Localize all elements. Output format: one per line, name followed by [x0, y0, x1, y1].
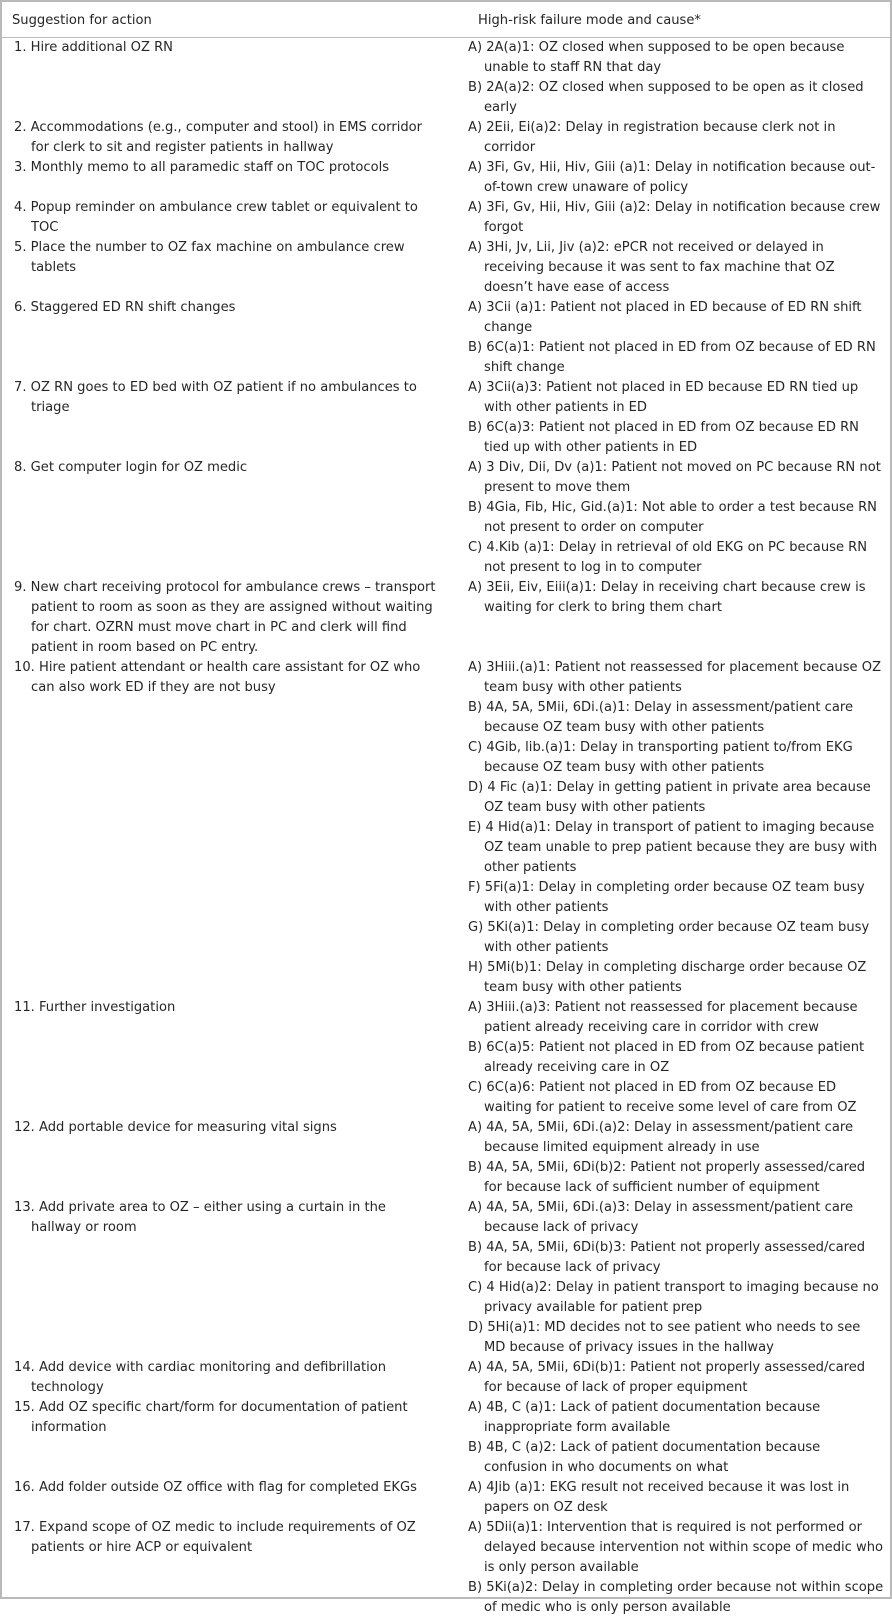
table-row: [2, 658, 890, 998]
failure-mode-item: C) 4.Kib (a)1: Delay in retrieval of old EKG on PC because RN not present to log in to computer: [468, 538, 884, 578]
failure-mode-item: B) 6C(a)1: Patient not placed in ED from OZ because of ED RN shift change: [468, 338, 884, 378]
suggestion-text: 13. Add private area to OZ – either using a curtain in the hallway or room: [14, 1198, 440, 1238]
failure-mode-cell: [468, 158, 890, 198]
failure-mode-item: C) 6C(a)6: Patient not placed in ED from OZ because ED waiting for patient to receive some level of care from OZ: [468, 1078, 884, 1118]
failure-mode-item: A) 2Eii, Ei(a)2: Delay in registration because clerk not in corridor: [468, 118, 884, 158]
failure-mode-item: A) 4A, 5A, 5Mii, 6Di(b)1: Patient not properly assessed/cared for because of lack of proper equipment: [468, 1358, 884, 1398]
failure-mode-item: B) 6C(a)3: Patient not placed in ED from OZ because ED RN tied up with other patients in ED: [468, 418, 884, 458]
failure-mode-item: C) 4 Hid(a)2: Delay in patient transport to imaging because no privacy available for patient prep: [468, 1278, 884, 1318]
failure-mode-cell: [468, 1358, 890, 1398]
failure-mode-item: E) 4 Hid(a)1: Delay in transport of patient to imaging because OZ team unable to prep patient because they are busy with other patients: [468, 818, 884, 878]
failure-mode-item: D) 5Hi(a)1: MD decides not to see patient who needs to see MD because of privacy issues in the hallway: [468, 1318, 884, 1358]
table-row: [2, 1398, 890, 1478]
suggestion-text: 6. Staggered ED RN shift changes: [14, 298, 440, 318]
table-row: [2, 1198, 890, 1358]
suggestion-text: 9. New chart receiving protocol for ambulance crews – transport patient to room as soon as they are assigned without waiting for chart. OZRN must move chart in PC and clerk will find patient in room based on PC entry.: [14, 578, 440, 658]
suggestion-cell: [2, 298, 468, 378]
failure-mode-item: A) 3Hi, Jv, Lii, Jiv (a)2: ePCR not received or delayed in receiving because it was sent to fax machine that OZ doesn’t have ease of access: [468, 238, 884, 298]
suggestion-cell: [2, 998, 468, 1118]
suggestion-cell: [2, 1398, 468, 1478]
table-row: [2, 198, 890, 238]
table-row: [2, 1478, 890, 1518]
suggestion-cell: [2, 1358, 468, 1398]
table-row: [2, 238, 890, 298]
table-row: [2, 1518, 890, 1618]
suggestion-text: 3. Monthly memo to all paramedic staff on TOC protocols: [14, 158, 440, 178]
suggestion-text: 7. OZ RN goes to ED bed with OZ patient if no ambulances to triage: [14, 378, 440, 418]
suggestion-text: 17. Expand scope of OZ medic to include requirements of OZ patients or hire ACP or equivalent: [14, 1518, 440, 1558]
failure-mode-item: B) 4B, C (a)2: Lack of patient documentation because confusion in who documents on what: [468, 1438, 884, 1478]
failure-mode-item: A) 2A(a)1: OZ closed when supposed to be open because unable to staff RN that day: [468, 38, 884, 78]
failure-mode-cell: [468, 1118, 890, 1198]
table-row: [2, 998, 890, 1118]
failure-mode-cell: [468, 378, 890, 458]
failure-mode-cell: [468, 658, 890, 998]
failure-mode-item: A) 3 Div, Dii, Dv (a)1: Patient not moved on PC because RN not present to move them: [468, 458, 884, 498]
failure-mode-cell: [468, 578, 890, 658]
failure-mode-item: B) 2A(a)2: OZ closed when supposed to be open as it closed early: [468, 78, 884, 118]
suggestion-text: 16. Add folder outside OZ office with flag for completed EKGs: [14, 1478, 440, 1498]
suggestion-cell: [2, 158, 468, 198]
table-row: [2, 458, 890, 578]
failure-mode-cell: [468, 238, 890, 298]
failure-mode-item: B) 4A, 5A, 5Mii, 6Di.(a)1: Delay in assessment/patient care because OZ team busy with other patients: [468, 698, 884, 738]
table-row: [2, 578, 890, 658]
suggestion-text: 5. Place the number to OZ fax machine on ambulance crew tablets: [14, 238, 440, 278]
suggestion-cell: [2, 578, 468, 658]
suggestion-cell: [2, 1118, 468, 1198]
failure-mode-item: B) 4A, 5A, 5Mii, 6Di(b)2: Patient not properly assessed/cared for because lack of sufficient number of equipment: [468, 1158, 884, 1198]
failure-mode-item: A) 3Fi, Gv, Hii, Hiv, Giii (a)1: Delay in notification because out-of-town crew unaware of policy: [468, 158, 884, 198]
suggestion-cell: [2, 38, 468, 119]
table-body: [2, 38, 890, 1618]
table-row: [2, 298, 890, 378]
failure-mode-cell: [468, 198, 890, 238]
failure-mode-item: B) 4Gia, Fib, Hic, Gid.(a)1: Not able to order a test because RN not present to order on computer: [468, 498, 884, 538]
failure-mode-item: A) 4A, 5A, 5Mii, 6Di.(a)3: Delay in assessment/patient care because lack of privacy: [468, 1198, 884, 1238]
failure-mode-item: B) 6C(a)5: Patient not placed in ED from OZ because patient already receiving care in OZ: [468, 1038, 884, 1078]
suggestion-text: 10. Hire patient attendant or health care assistant for OZ who can also work ED if they are not busy: [14, 658, 440, 698]
suggestion-cell: [2, 1478, 468, 1518]
failure-mode-cell: [468, 998, 890, 1118]
failure-mode-item: D) 4 Fic (a)1: Delay in getting patient in private area because OZ team busy with other patients: [468, 778, 884, 818]
header-failure-mode: High-risk failure mode and cause*: [468, 6, 890, 38]
suggestion-text: 1. Hire additional OZ RN: [14, 38, 440, 58]
suggestion-text: 12. Add portable device for measuring vital signs: [14, 1118, 440, 1138]
suggestion-cell: [2, 378, 468, 458]
failure-mode-cell: [468, 1198, 890, 1358]
suggestion-cell: [2, 118, 468, 158]
table-row: [2, 378, 890, 458]
table-row: [2, 158, 890, 198]
table-row: [2, 118, 890, 158]
suggestion-cell: [2, 658, 468, 998]
suggestion-text: 4. Popup reminder on ambulance crew tablet or equivalent to TOC: [14, 198, 440, 238]
suggestion-text: 11. Further investigation: [14, 998, 440, 1018]
failure-mode-item: A) 3Cii (a)1: Patient not placed in ED because of ED RN shift change: [468, 298, 884, 338]
suggestion-text: 14. Add device with cardiac monitoring and defibrillation technology: [14, 1358, 440, 1398]
failure-mode-item: A) 3Cii(a)3: Patient not placed in ED because ED RN tied up with other patients in ED: [468, 378, 884, 418]
failure-mode-cell: [468, 1478, 890, 1518]
failure-mode-item: A) 3Hiii.(a)1: Patient not reassessed for placement because OZ team busy with other patients: [468, 658, 884, 698]
failure-mode-item: A) 5Dii(a)1: Intervention that is required is not performed or delayed because intervention not within scope of medic who is only person available: [468, 1518, 884, 1578]
action-table: [2, 6, 890, 1618]
failure-mode-item: B) 4A, 5A, 5Mii, 6Di(b)3: Patient not properly assessed/cared for because lack of privacy: [468, 1238, 884, 1278]
suggestion-text: 8. Get computer login for OZ medic: [14, 458, 440, 478]
suggestion-cell: [2, 458, 468, 578]
suggestion-cell: [2, 1518, 468, 1618]
suggestion-cell: [2, 1198, 468, 1358]
suggestion-text: 15. Add OZ specific chart/form for documentation of patient information: [14, 1398, 440, 1438]
failure-mode-item: F) 5Fi(a)1: Delay in completing order because OZ team busy with other patients: [468, 878, 884, 918]
failure-mode-cell: [468, 1518, 890, 1618]
failure-mode-cell: [468, 38, 890, 119]
failure-mode-item: A) 4B, C (a)1: Lack of patient documentation because inappropriate form available: [468, 1398, 884, 1438]
failure-mode-item: A) 3Fi, Gv, Hii, Hiv, Giii (a)2: Delay in notification because crew forgot: [468, 198, 884, 238]
header-suggestion: Suggestion for action: [2, 6, 468, 38]
table-row: [2, 38, 890, 119]
failure-mode-item: G) 5Ki(a)1: Delay in completing order because OZ team busy with other patients: [468, 918, 884, 958]
failure-mode-cell: [468, 118, 890, 158]
failure-mode-cell: [468, 1398, 890, 1478]
failure-mode-item: A) 4A, 5A, 5Mii, 6Di.(a)2: Delay in assessment/patient care because limited equipment already in use: [468, 1118, 884, 1158]
failure-mode-item: H) 5Mi(b)1: Delay in completing discharge order because OZ team busy with other patients: [468, 958, 884, 998]
table-row: [2, 1118, 890, 1198]
failure-mode-item: A) 3Eii, Eiv, Eiii(a)1: Delay in receiving chart because crew is waiting for clerk to bring them chart: [468, 578, 884, 618]
failure-mode-cell: [468, 298, 890, 378]
suggestion-cell: [2, 238, 468, 298]
failure-mode-item: B) 5Ki(a)2: Delay in completing order because not within scope of medic who is only person available: [468, 1578, 884, 1618]
failure-mode-item: A) 3Hiii.(a)3: Patient not reassessed for placement because patient already receiving care in corridor with crew: [468, 998, 884, 1038]
table-row: [2, 1358, 890, 1398]
failure-mode-item: C) 4Gib, lib.(a)1: Delay in transporting patient to/from EKG because OZ team busy with other patients: [468, 738, 884, 778]
suggestion-text: 2. Accommodations (e.g., computer and stool) in EMS corridor for clerk to sit and register patients in hallway: [14, 118, 440, 158]
failure-mode-cell: [468, 458, 890, 578]
failure-mode-item: A) 4Jib (a)1: EKG result not received because it was lost in papers on OZ desk: [468, 1478, 884, 1518]
suggestion-cell: [2, 198, 468, 238]
header-row: [2, 6, 890, 38]
